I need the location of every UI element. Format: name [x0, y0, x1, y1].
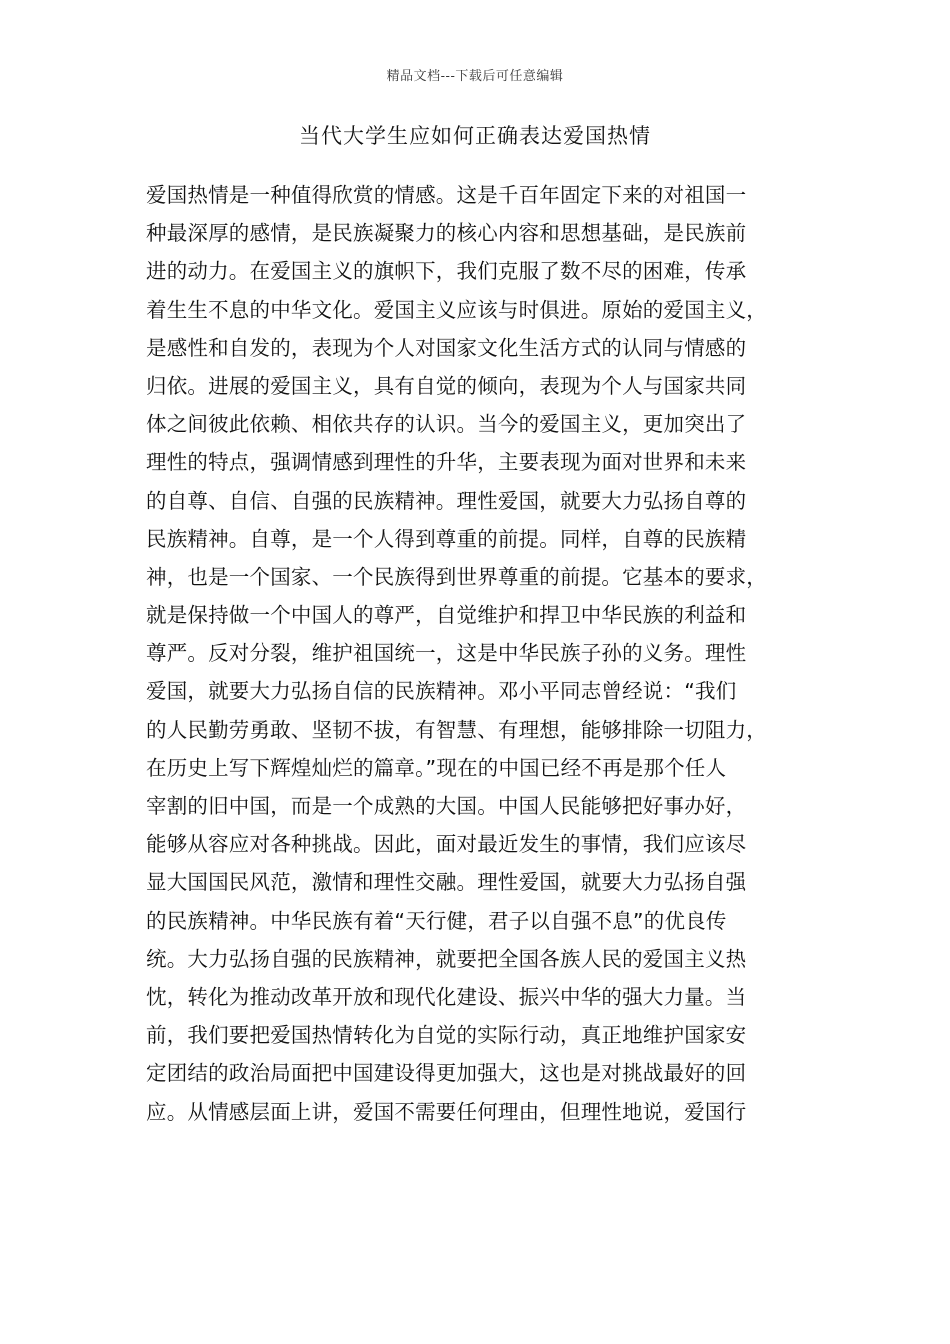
body-line-19: 显大国国民风范，激情和理性交融。理性爱国，就要大力弘扬自强: [146, 870, 747, 895]
page-header-watermark: 精品文档---下载后可任意编辑: [386, 69, 564, 84]
body-line-6: 归依。进展的爱国主义，具有自觉的倾向，表现为个人与国家共同: [146, 373, 747, 398]
body-line-3: 进的动力。在爱国主义的旗帜下，我们克服了数不尽的困难，传承: [146, 259, 747, 284]
body-line-16: 在历史上写下辉煌灿烂的篇章。”现在的中国已经不再是那个任人: [146, 755, 727, 780]
body-line-13: 尊严。反对分裂，维护祖国统一，这是中华民族子孙的义务。理性: [146, 641, 747, 666]
body-line-25: 应。从情感层面上讲，爱国不需要任何理由，但理性地说，爱国行: [146, 1099, 747, 1124]
body-line-10: 民族精神。自尊，是一个人得到尊重的前提。同样，自尊的民族精: [146, 526, 747, 551]
body-line-12: 就是保持做一个中国人的尊严，自觉维护和捍卫中华民族的利益和: [146, 603, 747, 628]
body-line-18: 能够从容应对各种挑战。因此，面对最近发生的事情，我们应该尽: [146, 832, 747, 857]
body-line-20: 的民族精神。中华民族有着“天行健，君子以自强不息”的优良传: [146, 908, 727, 933]
body-line-2: 种最深厚的感情，是民族凝聚力的核心内容和思想基础，是民族前: [146, 221, 747, 246]
body-line-1: 爱国热情是一种值得欣赏的情感。这是千百年固定下来的对祖国一: [146, 183, 747, 207]
body-line-4: 着生生不息的中华文化。爱国主义应该与时俱进。原始的爱国主义，: [146, 297, 767, 322]
body-line-22: 忱，转化为推动改革开放和现代化建设、振兴中华的强大力量。当: [146, 984, 747, 1009]
document-body: [146, 176, 806, 1131]
body-line-23: 前，我们要把爱国热情转化为自觉的实际行动，真正地维护国家安: [146, 1023, 747, 1048]
body-line-9: 的自尊、自信、自强的民族精神。理性爱国，就要大力弘扬自尊的: [146, 488, 747, 513]
document-title: 当代大学生应如何正确表达爱国热情: [299, 124, 651, 148]
body-line-14: 爱国，就要大力弘扬自信的民族精神。邓小平同志曾经说：“我们: [146, 679, 737, 704]
body-line-8: 理性的特点，强调情感到理性的升华，主要表现为面对世界和未来: [146, 450, 747, 475]
body-line-17: 宰割的旧中国，而是一个成熟的大国。中国人民能够把好事办好，: [146, 794, 747, 818]
body-line-11: 神，也是一个国家、一个民族得到世界尊重的前提。它基本的要求，: [146, 564, 767, 589]
body-line-15: 的人民勤劳勇敢、坚韧不拔，有智慧、有理想，能够排除一切阻力，: [146, 717, 767, 742]
body-line-24: 定团结的政治局面把中国建设得更加强大，这也是对挑战最好的回: [146, 1061, 747, 1086]
body-line-21: 统。大力弘扬自强的民族精神，就要把全国各族人民的爱国主义热: [146, 946, 747, 971]
body-line-5: 是感性和自发的，表现为个人对国家文化生活方式的认同与情感的: [146, 335, 747, 360]
body-line-7: 体之间彼此依赖、相依共存的认识。当今的爱国主义，更加突出了: [146, 412, 747, 437]
